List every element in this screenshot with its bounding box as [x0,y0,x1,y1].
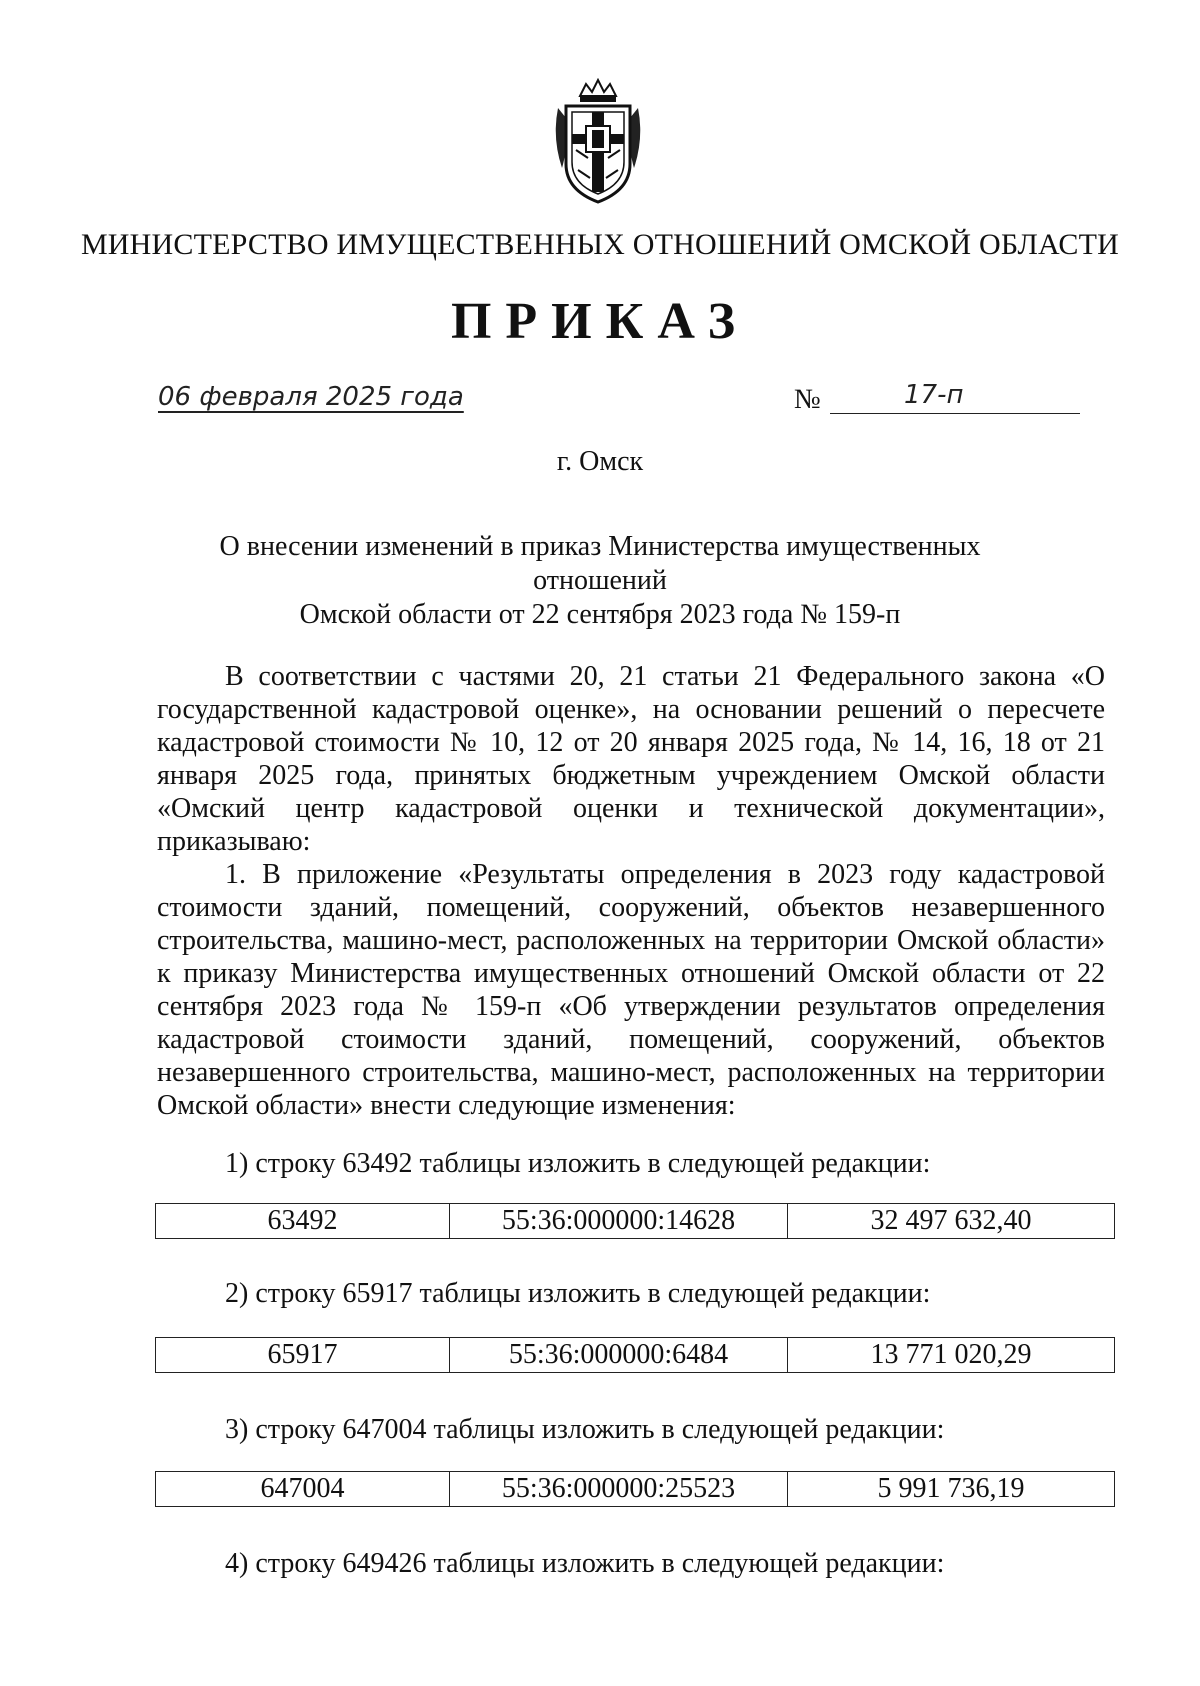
item-1-text: 1) строку 63492 таблицы изложить в следующей редакции: [225,1148,931,1179]
coat-of-arms-emblem [548,78,648,206]
item-2-text: 2) строку 65917 таблицы изложить в следующей редакции: [225,1278,931,1309]
row-number-cell: 63492 [156,1204,450,1239]
order-subject [150,530,1050,632]
ministry-name: МИНИСТЕРСТВО ИМУЩЕСТВЕННЫХ ОТНОШЕНИЙ ОМСКОЙ ОБЛАСТИ [80,228,1120,261]
cadastral-value-cell: 32 497 632,40 [788,1204,1115,1239]
preamble-paragraph: В соответствии с частями 20, 21 статьи 21 Федерального закона «О государственной кадастровой оценке», на основании решений о пересчете кадастровой стоимости № 10, 12 от 20 января 2025 года, № 14, 16, 18 от 21 января 2025 года, принятых бюджетным учреждением Омской области «Омский центр кадастровой оценки и технической документации», приказываю: [157,661,1105,857]
order-number-handwritten: 17-п [904,380,964,410]
city: г. Омск [556,446,644,477]
clause-1-paragraph: 1. В приложение «Результаты определения в 2023 году кадастровой стоимости зданий, помещений, сооружений, объектов незавершенного строительства, машино-мест, расположенных на территории Омской области» к приказу Министерства имущественных отношений Омской области от 22 сентября 2023 года № 159-п «Об утверждении результатов определения кадастровой стоимости зданий, помещений, сооружений, объектов незавершенного строительства, машино-мест, расположенных на территории Омской области» внести следующие изменения: [157,859,1105,1121]
row-number-cell: 647004 [156,1472,450,1507]
table-row-1 [155,1203,1115,1239]
number-underline [830,413,1080,414]
cadastral-number-cell: 55:36:000000:6484 [450,1338,788,1373]
item-3-text: 3) строку 647004 таблицы изложить в следующей редакции: [225,1414,945,1445]
cadastral-value-cell: 5 991 736,19 [788,1472,1115,1507]
item-4-text: 4) строку 649426 таблицы изложить в следующей редакции: [225,1548,945,1579]
table-row-2 [155,1337,1115,1373]
number-sign: № [794,384,821,415]
subject-line-1: О внесении изменений в приказ Министерства имущественных отношений [219,531,981,596]
subject-line-2: Омской области от 22 сентября 2023 года № 159-п [299,599,901,630]
table-row-3 [155,1471,1115,1507]
order-date-handwritten: 06 февраля 2025 года [158,382,464,412]
row-number-cell: 65917 [156,1338,450,1373]
cadastral-number-cell: 55:36:000000:25523 [450,1472,788,1507]
cadastral-number-cell: 55:36:000000:14628 [450,1204,788,1239]
order-body [157,660,1105,1122]
cadastral-value-cell: 13 771 020,29 [788,1338,1115,1373]
document-title: ПРИКАЗ [450,293,750,350]
